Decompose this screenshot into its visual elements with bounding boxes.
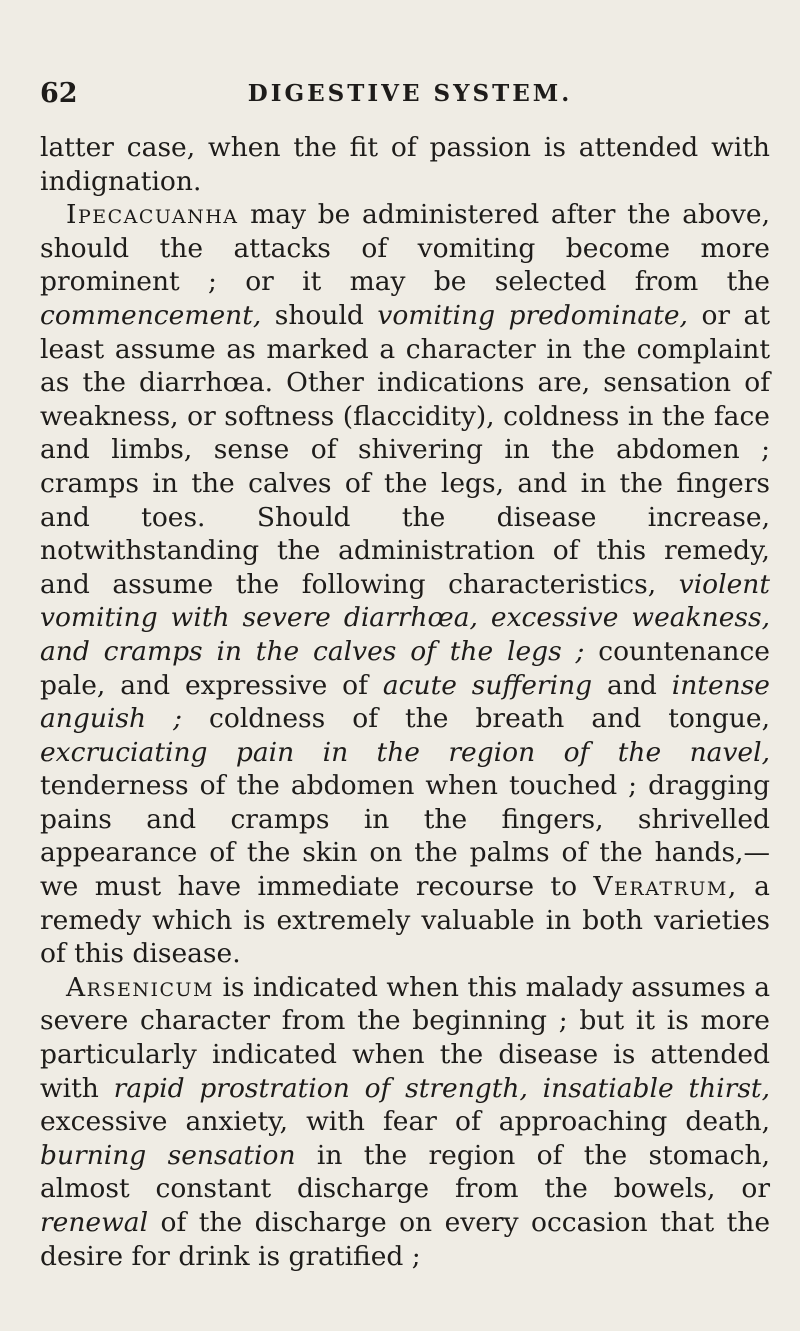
italic-text: excruciating pain in the region of the navel, [40,736,770,768]
text-run: a remedy which is extremely valuable in both varieties of this disease. [40,871,770,970]
text-run: excessive anxiety, with fear of approaching death, [40,1106,770,1138]
text-run: and [592,669,672,701]
text-run: coldness of the breath and tongue, [182,703,770,735]
remedy-name: Arsenicum [66,971,214,1003]
italic-text: violent vomiting with severe diarrhœa, excessive weakness, and cramps in the calves of the legs ; [40,568,770,667]
text-run: countenance pale, and expressive of [40,635,770,701]
paragraph [40,198,770,971]
text-run: may be administered after the above, should the attacks of vomiting become more prominent ; or it may be selected from the [40,199,770,298]
paragraph [40,971,770,1273]
text-run: or at least assume as marked a character in the complaint as the diarrhœa. Other indications are, sensation of weakness, or softness (flaccidity), coldness in the face and limbs, sense of shivering in the abdomen ; cramps in the calves of the legs, and in the fingers and toes. Should the disease increase, notwithstanding the administration of this remedy, and assume the following characteristics, [40,299,770,600]
text-run: latter case, when the fit of passion is attended with indignation. [40,132,770,197]
page-header [40,78,780,114]
text-run: of the discharge on every occasion that the desire for drink is gratified ; [40,1207,770,1272]
italic-text: burning sensation [40,1139,296,1171]
text-run: in the region of the stomach, almost constant discharge from the bowels, or [40,1139,770,1205]
remedy-name: Veratrum, [593,871,738,903]
italic-text: vomiting predominate, [377,299,688,331]
italic-text: renewal [40,1207,149,1238]
text-run: should [261,299,378,331]
running-head: DIGESTIVE SYSTEM. [247,80,573,107]
italic-text: rapid prostration of strength, insatiable thirst, [113,1072,770,1104]
paragraph [40,131,770,198]
text-run: tenderness of the abdomen when touched ; dragging pains and cramps in the fingers, shrivelled appearance of the skin on the palms of the hands,—we must have immediate recourse to [40,770,770,903]
text-run: is indicated when this malady assumes a severe character from the beginning ; but it is more particularly indicated when the disease is attended with [40,971,770,1104]
body-text [40,131,770,1273]
italic-text: intense anguish ; [40,669,770,735]
italic-text: commencement, [40,299,262,331]
italic-text: acute suffering [382,669,593,701]
remedy-name: Ipecacuanha [66,199,239,231]
page-number: 62 [40,78,78,109]
